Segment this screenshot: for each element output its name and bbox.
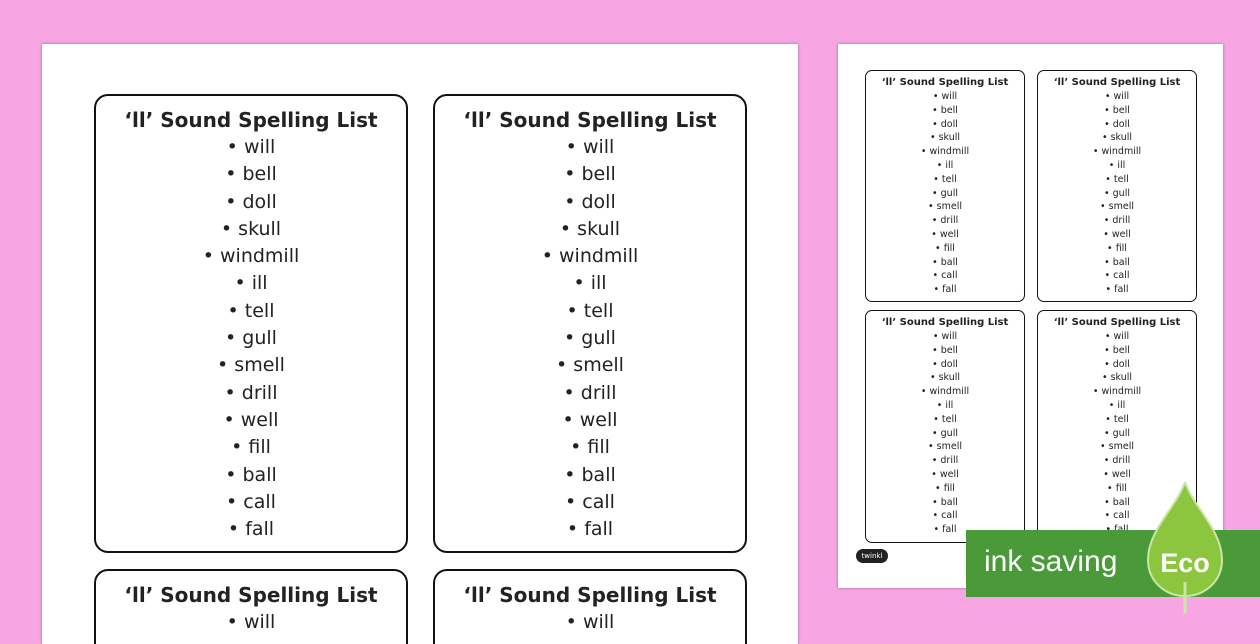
word-item <box>435 243 745 270</box>
word-text: smell <box>573 354 624 377</box>
word-item <box>866 145 1024 159</box>
bullet-mark: • <box>562 408 574 431</box>
bullet-mark: • <box>225 463 237 486</box>
word-text: fall <box>942 284 957 296</box>
word-text: doll <box>242 190 277 213</box>
word-text: drill <box>1112 215 1131 227</box>
word-item <box>1038 187 1196 201</box>
word-text: skull <box>1110 132 1133 144</box>
word-item <box>96 298 406 325</box>
word-item <box>866 214 1024 228</box>
word-item <box>1038 118 1196 132</box>
bullet-mark: • <box>1104 344 1110 356</box>
word-text: skull <box>238 217 282 240</box>
word-text: bell <box>242 163 277 186</box>
word-text: doll <box>940 358 958 370</box>
word-text: fill <box>943 242 955 254</box>
word-text: drill <box>940 215 959 227</box>
word-text: gull <box>940 427 958 439</box>
word-text: ball <box>940 256 958 268</box>
word-text: will <box>243 136 276 158</box>
word-text: call <box>582 490 615 513</box>
word-text: fill <box>587 436 610 459</box>
word-text: windmill <box>1101 386 1142 398</box>
bullet-mark: • <box>928 201 934 213</box>
word-item <box>1038 440 1196 454</box>
word-text: skull <box>938 372 961 384</box>
spelling-list-card <box>865 70 1025 302</box>
bullet-mark: • <box>932 496 938 508</box>
bullet-mark: • <box>1103 215 1110 227</box>
bullet-mark: • <box>227 518 240 541</box>
word-text: will <box>941 331 958 342</box>
word-text: tell <box>583 299 614 322</box>
bullet-mark: • <box>932 118 938 130</box>
word-item <box>1038 145 1196 159</box>
word-item <box>435 352 745 379</box>
word-item <box>866 344 1024 358</box>
word-text: fall <box>1114 284 1129 296</box>
word-text: tell <box>1113 173 1129 185</box>
bullet-mark: • <box>563 381 575 404</box>
bullet-mark: • <box>1105 284 1112 296</box>
bullet-mark: • <box>1104 331 1111 342</box>
bullet-mark: • <box>1104 496 1110 508</box>
word-text: windmill <box>929 386 970 398</box>
bullet-mark: • <box>1104 427 1110 439</box>
word-text: bell <box>581 163 616 186</box>
word-text: well <box>1111 228 1131 240</box>
word-text: well <box>579 408 618 431</box>
word-item <box>435 407 745 434</box>
word-item <box>96 407 406 434</box>
bullet-mark: • <box>1104 187 1110 199</box>
bullet-mark: • <box>1104 91 1111 102</box>
word-item <box>866 242 1024 256</box>
word-item <box>866 173 1024 187</box>
word-text: call <box>1113 510 1130 522</box>
word-list <box>866 330 1024 537</box>
card-title: ‘ll’ Sound Spelling List <box>463 583 717 607</box>
word-item <box>435 270 745 297</box>
bullet-mark: • <box>1103 228 1109 240</box>
word-item <box>1038 454 1196 468</box>
word-item <box>435 434 745 461</box>
bullet-mark: • <box>565 611 577 633</box>
word-text: skull <box>577 217 621 240</box>
bullet-mark: • <box>202 245 214 268</box>
word-item <box>435 609 745 636</box>
word-text: doll <box>1112 358 1130 370</box>
word-text: well <box>939 228 959 240</box>
bullet-mark: • <box>1101 372 1108 384</box>
word-text: drill <box>580 381 617 404</box>
word-text: skull <box>1110 372 1133 384</box>
word-item <box>866 228 1024 242</box>
word-text: ill <box>590 272 607 295</box>
word-text: gull <box>940 187 958 199</box>
eco-leaf-icon <box>1146 482 1224 614</box>
card-title: ‘ll’ Sound Spelling List <box>881 77 1009 88</box>
word-text: ball <box>581 463 616 486</box>
word-item <box>96 352 406 379</box>
ink-saving-label: ink saving <box>984 545 1118 578</box>
bullet-mark: • <box>1104 270 1111 282</box>
bullet-mark: • <box>1104 510 1111 522</box>
word-item <box>435 134 745 161</box>
word-item <box>866 468 1024 482</box>
word-text: smell <box>936 201 962 213</box>
word-text: ball <box>940 496 958 508</box>
word-item <box>1038 173 1196 187</box>
bullet-mark: • <box>1103 468 1109 480</box>
bullet-mark: • <box>220 217 233 240</box>
bullet-mark: • <box>226 611 238 633</box>
bullet-mark: • <box>929 132 936 144</box>
bullet-mark: • <box>1105 413 1111 425</box>
word-item <box>866 118 1024 132</box>
bullet-mark: • <box>920 386 927 398</box>
word-item <box>1038 344 1196 358</box>
word-text: smell <box>1108 201 1134 213</box>
word-item <box>435 161 745 188</box>
word-item <box>1038 269 1196 283</box>
spelling-list-card <box>94 569 408 644</box>
bullet-mark: • <box>932 331 939 342</box>
word-text: tell <box>1113 413 1129 425</box>
word-item <box>435 325 745 352</box>
twinkl-logo: twinkl <box>856 549 888 563</box>
word-text: call <box>941 270 958 282</box>
word-text: fill <box>943 482 955 494</box>
word-item <box>866 385 1024 399</box>
word-text: fill <box>248 436 271 459</box>
word-list <box>96 134 406 543</box>
bullet-mark: • <box>564 163 576 186</box>
word-text: gull <box>1112 427 1130 439</box>
word-text: fill <box>1115 242 1127 254</box>
bullet-mark: • <box>933 413 939 425</box>
bullet-mark: • <box>570 436 582 459</box>
word-item <box>866 509 1024 523</box>
word-text: bell <box>940 344 958 356</box>
bullet-mark: • <box>223 408 235 431</box>
word-item <box>866 104 1024 118</box>
word-text: gull <box>1112 187 1130 199</box>
word-text: well <box>939 468 959 480</box>
bullet-mark: • <box>541 245 553 268</box>
word-text: fall <box>584 518 614 541</box>
word-text: tell <box>244 299 275 322</box>
bullet-mark: • <box>1104 256 1110 268</box>
card-title: ‘ll’ Sound Spelling List <box>463 108 717 132</box>
bullet-mark: • <box>566 299 578 322</box>
word-text: tell <box>941 413 957 425</box>
word-text: will <box>582 136 615 158</box>
word-item <box>866 440 1024 454</box>
word-text: gull <box>242 327 277 350</box>
word-text: ball <box>242 463 277 486</box>
word-item <box>96 516 406 543</box>
word-text: drill <box>241 381 278 404</box>
word-item <box>96 189 406 216</box>
word-item <box>96 609 406 636</box>
word-text: will <box>941 91 958 102</box>
bullet-mark: • <box>564 327 576 350</box>
word-text: fall <box>245 518 275 541</box>
word-item <box>1038 399 1196 413</box>
bullet-mark: • <box>932 344 938 356</box>
word-text: ill <box>251 272 268 295</box>
word-item <box>96 380 406 407</box>
bullet-mark: • <box>1103 455 1110 467</box>
word-item <box>435 380 745 407</box>
word-text: ill <box>1117 159 1126 171</box>
word-item <box>866 358 1024 372</box>
word-text: ball <box>1112 496 1130 508</box>
bullet-mark: • <box>226 136 238 158</box>
card-title: ‘ll’ Sound Spelling List <box>1053 317 1181 328</box>
bullet-mark: • <box>933 173 939 185</box>
bullet-mark: • <box>1100 441 1106 453</box>
bullet-mark: • <box>932 104 938 116</box>
word-list <box>866 90 1024 297</box>
bullet-mark: • <box>933 284 940 296</box>
word-item <box>866 187 1024 201</box>
word-item <box>96 462 406 489</box>
word-list <box>435 609 745 636</box>
word-item <box>1038 159 1196 173</box>
bullet-mark: • <box>932 427 938 439</box>
word-text: tell <box>941 173 957 185</box>
word-text: windmill <box>220 245 300 268</box>
bullet-mark: • <box>920 146 927 158</box>
word-text: doll <box>940 118 958 130</box>
bullet-mark: • <box>556 354 568 377</box>
word-item <box>435 189 745 216</box>
word-text: skull <box>938 132 961 144</box>
large-worksheet-preview <box>42 44 798 644</box>
bullet-mark: • <box>217 354 229 377</box>
bullet-mark: • <box>573 272 585 295</box>
word-item <box>1038 104 1196 118</box>
eco-badge-label: Eco <box>1160 548 1210 578</box>
word-item <box>866 131 1024 145</box>
word-text: doll <box>1112 118 1130 130</box>
word-item <box>1038 358 1196 372</box>
bullet-mark: • <box>226 490 238 513</box>
word-text: smell <box>1108 441 1134 453</box>
bullet-mark: • <box>231 436 243 459</box>
word-item <box>1038 90 1196 104</box>
bullet-mark: • <box>1108 159 1115 171</box>
spelling-list-card <box>865 310 1025 543</box>
word-text: call <box>1113 270 1130 282</box>
word-text: doll <box>581 190 616 213</box>
bullet-mark: • <box>1092 146 1099 158</box>
bullet-mark: • <box>1107 242 1113 254</box>
word-item <box>96 161 406 188</box>
bullet-mark: • <box>1107 482 1113 494</box>
word-text: ball <box>1112 256 1130 268</box>
word-item <box>96 434 406 461</box>
word-text: will <box>243 611 276 633</box>
word-item <box>96 134 406 161</box>
word-item <box>866 159 1024 173</box>
spelling-list-card <box>94 94 408 553</box>
word-text: fall <box>942 524 957 536</box>
word-item <box>96 325 406 352</box>
bullet-mark: • <box>932 358 938 370</box>
word-item <box>866 399 1024 413</box>
word-item <box>435 462 745 489</box>
bullet-mark: • <box>932 91 939 102</box>
bullet-mark: • <box>566 518 579 541</box>
word-item <box>96 216 406 243</box>
word-item <box>435 298 745 325</box>
word-text: will <box>1113 331 1130 342</box>
bullet-mark: • <box>929 372 936 384</box>
word-text: bell <box>1112 344 1130 356</box>
bullet-mark: • <box>936 159 943 171</box>
word-item <box>866 269 1024 283</box>
bullet-mark: • <box>931 468 937 480</box>
word-text: well <box>240 408 279 431</box>
bullet-mark: • <box>225 190 237 213</box>
word-item <box>866 371 1024 385</box>
bullet-mark: • <box>225 327 237 350</box>
word-text: windmill <box>929 146 970 158</box>
bullet-mark: • <box>1104 104 1110 116</box>
word-item <box>1038 256 1196 270</box>
word-text: smell <box>234 354 285 377</box>
word-item <box>435 216 745 243</box>
word-item <box>866 200 1024 214</box>
bullet-mark: • <box>932 510 939 522</box>
word-text: smell <box>936 441 962 453</box>
word-item <box>866 482 1024 496</box>
card-title: ‘ll’ Sound Spelling List <box>881 317 1009 328</box>
word-item <box>866 454 1024 468</box>
word-text: gull <box>581 327 616 350</box>
word-text: will <box>1113 91 1130 102</box>
spelling-list-card <box>433 569 747 644</box>
word-item <box>435 516 745 543</box>
bullet-mark: • <box>1108 399 1115 411</box>
card-title: ‘ll’ Sound Spelling List <box>124 583 378 607</box>
word-item <box>1038 427 1196 441</box>
word-text: call <box>941 510 958 522</box>
word-item <box>866 427 1024 441</box>
bullet-mark: • <box>1104 358 1110 370</box>
bullet-mark: • <box>935 482 941 494</box>
bullet-mark: • <box>936 399 943 411</box>
bullet-mark: • <box>225 163 237 186</box>
bullet-mark: • <box>933 524 940 536</box>
word-item <box>96 243 406 270</box>
word-text: windmill <box>559 245 639 268</box>
spelling-list-card <box>1037 70 1197 302</box>
word-text: ill <box>945 399 954 411</box>
word-text: ill <box>945 159 954 171</box>
word-list <box>96 609 406 636</box>
word-item <box>96 270 406 297</box>
bullet-mark: • <box>1101 132 1108 144</box>
bullet-mark: • <box>1105 173 1111 185</box>
word-list <box>1038 90 1196 297</box>
word-item <box>866 413 1024 427</box>
word-item <box>1038 242 1196 256</box>
word-item <box>1038 228 1196 242</box>
word-text: bell <box>1112 104 1130 116</box>
word-item <box>1038 214 1196 228</box>
word-text: will <box>582 611 615 633</box>
word-text: ill <box>1117 399 1126 411</box>
word-text: drill <box>940 455 959 467</box>
word-item <box>1038 200 1196 214</box>
bullet-mark: • <box>1104 118 1110 130</box>
bullet-mark: • <box>227 299 239 322</box>
word-item <box>1038 330 1196 344</box>
word-item <box>866 90 1024 104</box>
bullet-mark: • <box>931 455 938 467</box>
bullet-mark: • <box>932 256 938 268</box>
word-item <box>1038 413 1196 427</box>
bullet-mark: • <box>931 215 938 227</box>
bullet-mark: • <box>935 242 941 254</box>
bullet-mark: • <box>234 272 246 295</box>
word-item <box>435 489 745 516</box>
word-item <box>866 256 1024 270</box>
card-title: ‘ll’ Sound Spelling List <box>1053 77 1181 88</box>
word-item <box>866 330 1024 344</box>
word-item <box>1038 371 1196 385</box>
bullet-mark: • <box>564 463 576 486</box>
bullet-mark: • <box>1092 386 1099 398</box>
card-title: ‘ll’ Sound Spelling List <box>124 108 378 132</box>
word-item <box>866 496 1024 510</box>
word-item <box>1038 468 1196 482</box>
word-item <box>1038 385 1196 399</box>
word-item <box>1038 131 1196 145</box>
bullet-mark: • <box>565 136 577 158</box>
bullet-mark: • <box>565 490 577 513</box>
bullet-mark: • <box>1100 201 1106 213</box>
bullet-mark: • <box>932 270 939 282</box>
bullet-mark: • <box>224 381 236 404</box>
bullet-mark: • <box>559 217 572 240</box>
bullet-mark: • <box>564 190 576 213</box>
word-text: windmill <box>1101 146 1142 158</box>
word-list <box>435 134 745 543</box>
word-item <box>1038 283 1196 297</box>
word-text: well <box>1111 468 1131 480</box>
word-text: fill <box>1115 482 1127 494</box>
word-item <box>96 489 406 516</box>
word-item <box>866 283 1024 297</box>
word-text: drill <box>1112 455 1131 467</box>
word-text: call <box>243 490 276 513</box>
bullet-mark: • <box>931 228 937 240</box>
spelling-list-card <box>433 94 747 553</box>
bullet-mark: • <box>928 441 934 453</box>
word-text: bell <box>940 104 958 116</box>
bullet-mark: • <box>932 187 938 199</box>
